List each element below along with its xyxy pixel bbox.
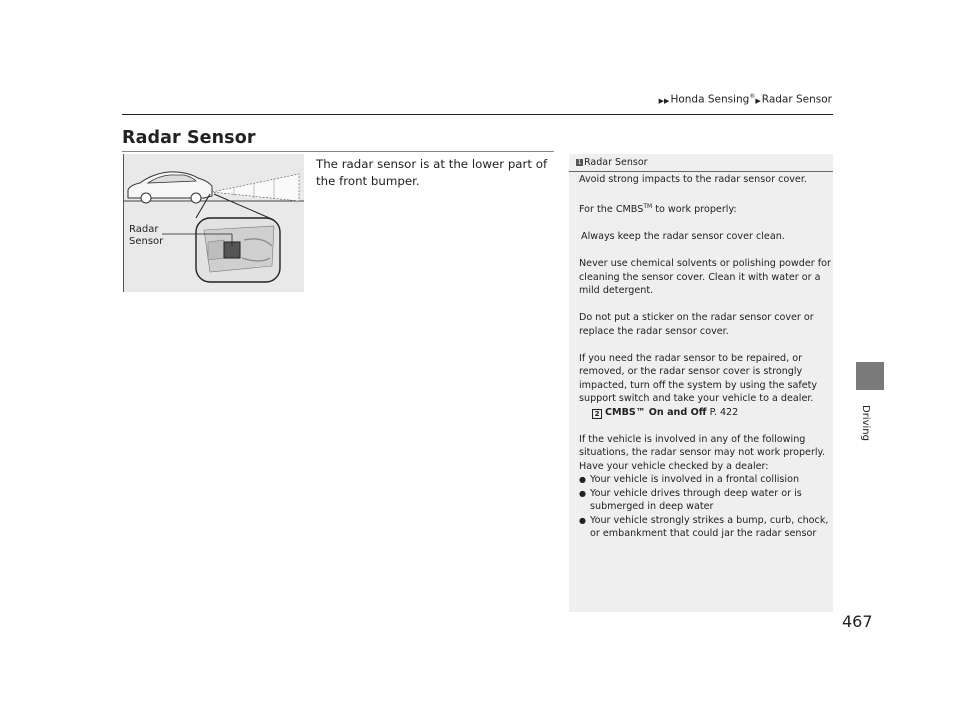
cmbs-prefix: For the CMBS xyxy=(579,204,644,216)
note-box xyxy=(569,154,833,612)
radar-sensor-callout xyxy=(129,224,163,248)
page-number: 467 xyxy=(842,612,873,631)
registered-mark: ® xyxy=(749,93,756,100)
cross-reference-link[interactable] xyxy=(579,406,831,420)
list-item: ● Your vehicle is involved in a frontal collision xyxy=(579,473,831,487)
header-divider xyxy=(122,114,833,115)
car-diagram-graphic xyxy=(124,154,304,292)
note-paragraph: Always keep the radar sensor cover clean. xyxy=(581,231,785,243)
cmbs-suffix: to work properly: xyxy=(652,204,737,216)
callout-line-2: Sensor xyxy=(129,236,164,247)
note-marker-icon: 1 xyxy=(577,159,582,166)
cross-reference-title[interactable]: CMBS™ On and Off xyxy=(605,406,707,418)
title-divider xyxy=(122,151,554,152)
breadcrumb-section: Honda Sensing xyxy=(670,93,750,106)
note-paragraph xyxy=(579,200,831,217)
note-paragraph: Never use chemical solvents or polishing powder for cleaning the sensor cover. Clean it with water or a mild detergent. xyxy=(579,258,831,297)
breadcrumb-topic: Radar Sensor xyxy=(761,93,832,106)
note-bullet-list xyxy=(579,473,831,541)
note-heading xyxy=(576,157,648,168)
breadcrumb-arrow-icon: ▶ xyxy=(755,96,761,105)
radar-sensor-illustration xyxy=(123,154,304,292)
callout-line-1: Radar xyxy=(129,224,159,235)
note-paragraph: Do not put a sticker on the radar sensor cover or replace the radar sensor cover. xyxy=(579,312,814,337)
body-paragraph: The radar sensor is at the lower part of the front bumper. xyxy=(316,157,548,188)
cross-reference-page: P. 422 xyxy=(706,406,739,418)
breadcrumb-arrow-icon: ▶▶ xyxy=(658,96,670,105)
note-paragraph: If the vehicle is involved in any of the following situations, the radar sensor may not work properly. Have your vehicle checked by a dealer: xyxy=(579,433,825,472)
list-item: ● Your vehicle drives through deep water or is submerged in deep water xyxy=(579,487,831,514)
note-body xyxy=(579,173,831,541)
breadcrumb xyxy=(659,93,832,106)
note-heading-text: Radar Sensor xyxy=(584,157,648,168)
note-paragraph: If you need the radar sensor to be repaired, or removed, or the radar sensor cover is strongly impacted, turn off the system by using the safety support switch and take your vehicle to a dealer. xyxy=(579,352,818,405)
chapter-tab-label: Driving xyxy=(860,405,871,441)
trademark-mark: TM xyxy=(643,203,653,210)
note-divider xyxy=(569,171,833,172)
note-paragraph: Avoid strong impacts to the radar sensor cover. xyxy=(579,174,807,185)
cross-reference-icon: 2 xyxy=(592,409,602,419)
page-title: Radar Sensor xyxy=(122,128,256,148)
chapter-tab-marker xyxy=(856,362,884,390)
list-item: ● Your vehicle strongly strikes a bump, curb, chock, or embankment that could jar the radar sensor xyxy=(579,514,831,541)
